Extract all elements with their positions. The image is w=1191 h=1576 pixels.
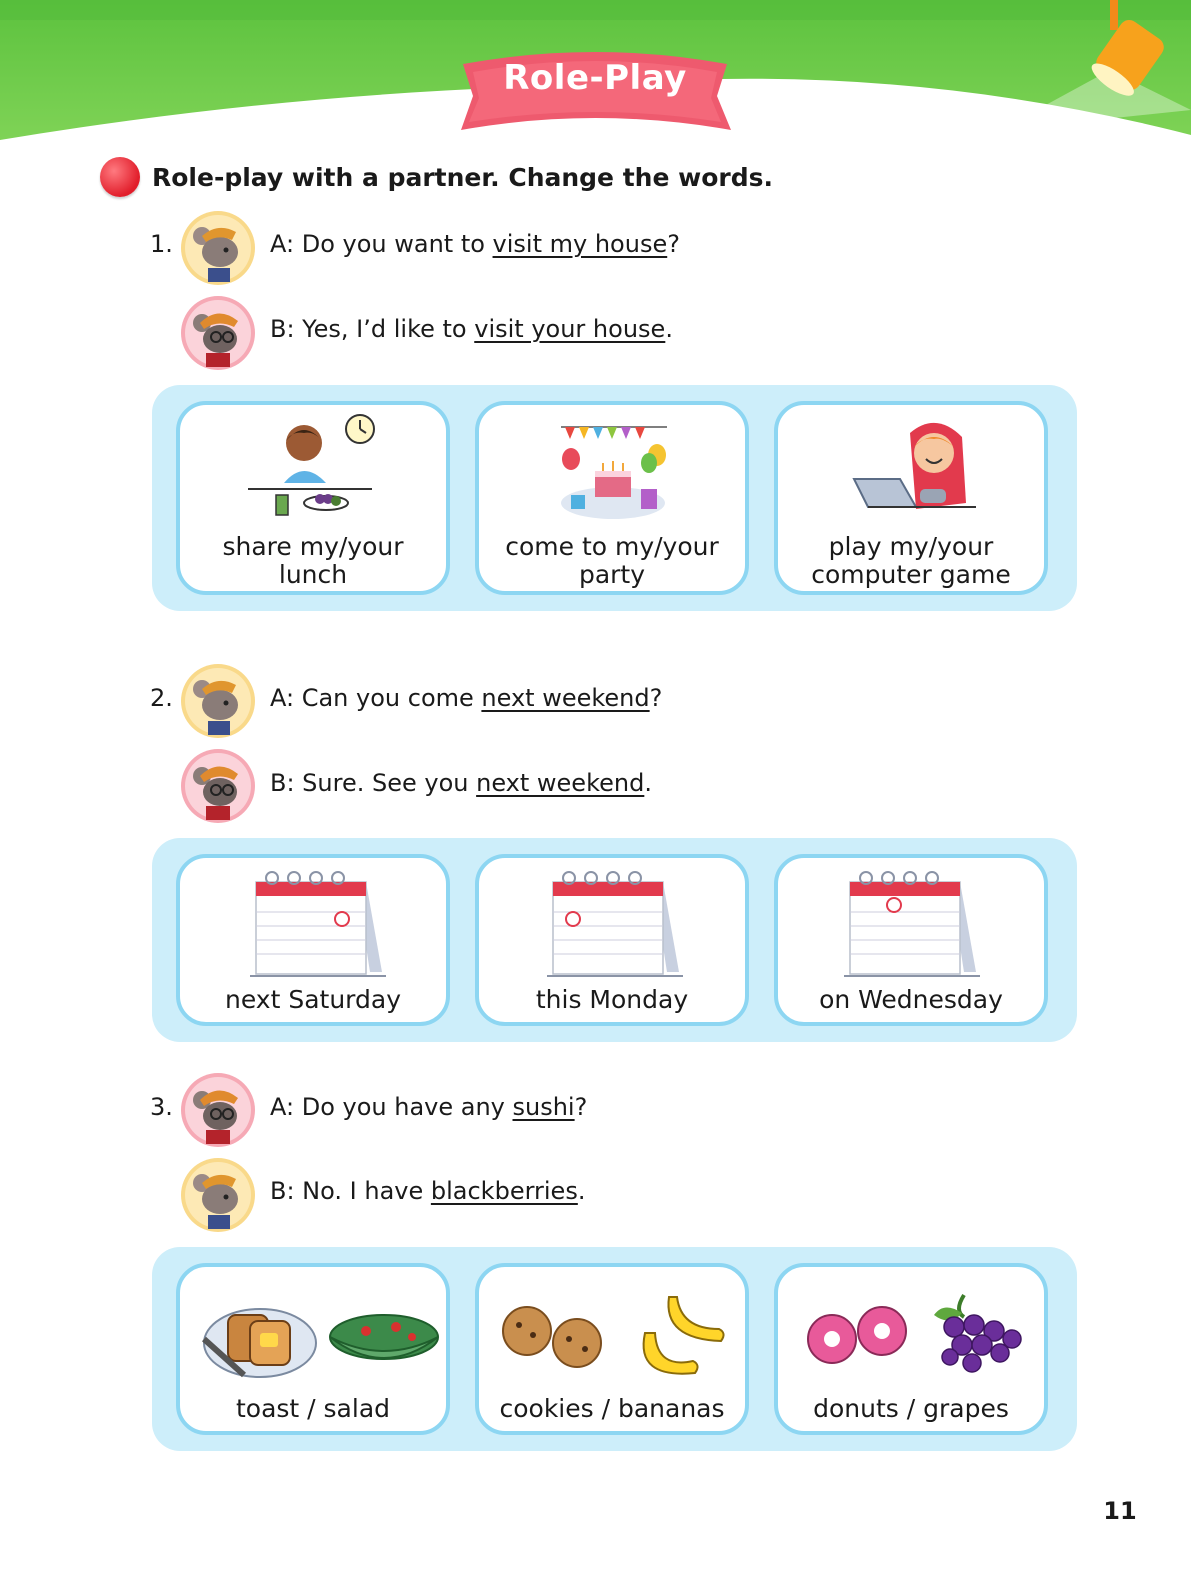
option-card[interactable] [774,1263,1048,1435]
blank-phrase: blackberries [430,1177,578,1205]
blank-phrase: visit my house [492,230,668,258]
boy-eating-lunch-icon [248,411,378,523]
line-punct: ? [574,1093,588,1121]
line-text: A: Do you have any [270,1093,513,1121]
blank-phrase: next weekend [476,769,645,797]
option-label: on Wednesday [819,985,1003,1014]
dialogue-number: 3. [150,1093,173,1121]
options-panel [152,838,1077,1042]
option-label: next Saturday [225,985,401,1014]
option-card[interactable] [774,401,1048,595]
option-label: donuts / grapes [813,1394,1009,1423]
dialogue-number: 2. [150,684,173,712]
option-label: play my/your computer game [811,532,1011,589]
dialogue-line-b [270,769,652,797]
page-number: 11 [1103,1497,1137,1525]
donuts-grapes-icon [804,1291,1024,1381]
option-label: this Monday [535,985,689,1014]
line-text: A: Do you want to [270,230,493,258]
options-panel [152,1247,1077,1451]
mouse-girl-avatar-icon [180,295,256,371]
option-label: come to my/your party [505,532,719,589]
line-punct: . [644,769,652,797]
option-card[interactable] [176,854,450,1026]
line-punct: ? [667,230,680,258]
options-panel [152,385,1077,611]
option-label: cookies / bananas [499,1394,725,1423]
dialogue-line-a [270,230,680,258]
mouse-girl-avatar-icon [180,1072,256,1148]
calendar-icon [844,868,984,978]
option-label: toast / salad [235,1394,391,1423]
girl-computer-game-icon [850,413,978,523]
dialogue-line-b [270,315,673,343]
option-card[interactable] [475,854,749,1026]
mouse-boy-avatar-icon [180,663,256,739]
option-card[interactable] [475,401,749,595]
instruction [100,155,773,199]
calendar-icon [547,868,687,978]
option-label: share my/your lunch [222,532,404,589]
dialogue-number: 1. [150,230,173,258]
page-title: Role-Play [503,58,687,98]
mouse-boy-avatar-icon [180,1157,256,1233]
calendar-icon [250,868,390,978]
mouse-boy-avatar-icon [180,210,256,286]
option-card[interactable] [176,401,450,595]
dialogue-line-b [270,1177,585,1205]
line-punct: . [577,1177,586,1205]
red-dot-icon [100,157,140,197]
blank-phrase: visit your house [474,315,666,343]
cookies-bananas-icon [499,1289,731,1385]
line-punct: ? [649,684,663,712]
instruction-text: Role-play with a partner. Change the words. [152,162,773,192]
dialogue-line-a [270,1093,587,1121]
dialogue-line-a [270,684,662,712]
blank-phrase: sushi [512,1093,575,1121]
option-card[interactable] [774,854,1048,1026]
blank-phrase: next weekend [481,684,650,712]
mouse-girl-avatar-icon [180,748,256,824]
party-cake-icon [557,413,671,523]
spotlight-icon [1070,0,1191,110]
line-text: A: Can you come [270,684,482,712]
line-text: B: Sure. See you [270,769,477,797]
line-text: B: No. I have [270,1177,431,1205]
line-punct: . [665,315,673,343]
line-text: B: Yes, I’d like to [270,315,475,343]
toast-salad-icon [200,1293,440,1383]
option-card[interactable] [176,1263,450,1435]
option-card[interactable] [475,1263,749,1435]
